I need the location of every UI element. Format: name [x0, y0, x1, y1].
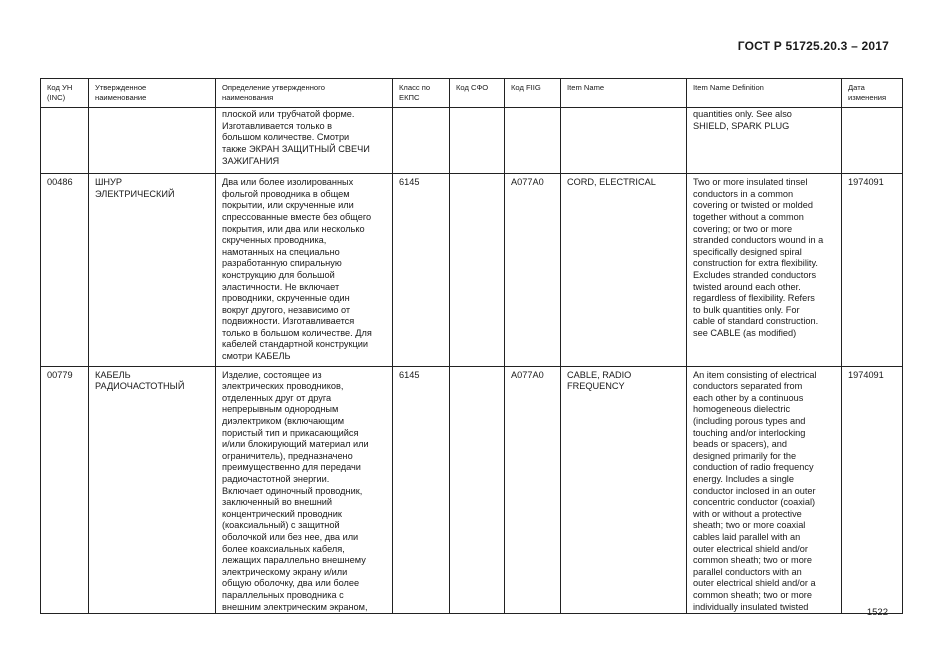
cell-name-ru: КАБЕЛЬ РАДИОЧАСТОТНЫЙ	[89, 366, 216, 613]
cell-sfo	[450, 174, 505, 367]
col-header-date: Дата изменения	[842, 79, 903, 108]
cell-date	[842, 108, 903, 174]
col-header-item-name: Item Name	[561, 79, 687, 108]
cell-ekps	[393, 108, 450, 174]
cell-definition-en: Two or more insulated tinsel conductors in a common covering or twisted or molded together without a common covering; or two or more stranded conductors wound in a specifically designed spiral construction for extra flexibility. Excludes stranded conductors twisted around each other. regardless of flexibility. Refers to bulk quantities only. For cable of standard construction. see CABLE (as modified)	[687, 174, 842, 367]
col-header-fiig: Код FIIG	[505, 79, 561, 108]
table-row	[41, 366, 903, 613]
cell-inc: 00486	[41, 174, 89, 367]
cell-name-ru	[89, 108, 216, 174]
cell-inc: 00779	[41, 366, 89, 613]
table-header-row	[41, 79, 903, 108]
spec-table	[40, 78, 903, 614]
cell-item-name: CABLE, RADIO FREQUENCY	[561, 366, 687, 613]
cell-ekps: 6145	[393, 366, 450, 613]
page-number: 1522	[866, 607, 888, 618]
col-header-item-name-definition: Item Name Definition	[687, 79, 842, 108]
cell-definition-ru: Изделие, состоящее из электрических проводников, отделенных друг от друга непрерывным однородным диэлектриком (включающим пористый тип и прикасающийся и/или блокирующий материал или ограничитель), предназначено преимущественно для передачи радиочастотной энергии. Включает одиночный проводник, заключенный во внешний концентрический проводник (коаксиальный) с защитной оболочкой или без нее, два или более коаксиальных кабеля, лежащих параллельно внешнему электрическому экрану и/или общую оболочку, два или более параллельных проводника с внешним электрическим экраном,	[216, 366, 393, 613]
cell-item-name	[561, 108, 687, 174]
cell-definition-ru: Два или более изолированных фольгой проводника в общем покрытии, или скрученные или спрессованные вместе без общего покрытия, или два или несколько скрученных проводника, намотанных на специально разработанную спиральную конструкцию для большой эластичности. Не включает проводники, скрученные один вокруг другого, независимо от подвижности. Изготавливается только в большом количестве. Для кабелей стандартной конструкции смотри КАБЕЛЬ	[216, 174, 393, 367]
cell-definition-en: An item consisting of electrical conductors separated from each other by a continuous homogeneous dielectric (including porous types and touching and/or interlocking beads or spacers), and designed primarily for the conduction of radio frequency energy. Includes a single conductor inclosed in an outer concentric conductor (coaxial) with or without a protective sheath; two or more coaxial cables laid parallel with an outer electrical shield and/or common sheath; two or more parallel conductors with an outer electrical shield and/or a common sheath; two or more individually insulated twisted	[687, 366, 842, 613]
col-header-ekps: Класс по ЕКПС	[393, 79, 450, 108]
cell-date: 1974091	[842, 174, 903, 367]
cell-definition-ru: плоской или трубчатой форме. Изготавливается только в большом количестве. Смотри также ЭКРАН ЗАЩИТНЫЙ СВЕЧИ ЗАЖИГАНИЯ	[216, 108, 393, 174]
standard-id: ГОСТ Р 51725.20.3 – 2017	[737, 39, 889, 53]
cell-fiig: A077A0	[505, 174, 561, 367]
cell-fiig	[505, 108, 561, 174]
cell-inc	[41, 108, 89, 174]
col-header-inc: Код УН (INC)	[41, 79, 89, 108]
cell-name-ru: ШНУР ЭЛЕКТРИЧЕСКИЙ	[89, 174, 216, 367]
col-header-name-ru: Утвержденное наименование	[89, 79, 216, 108]
cell-definition-en: quantities only. See also SHIELD, SPARK PLUG	[687, 108, 842, 174]
cell-date: 1974091	[842, 366, 903, 613]
cell-ekps: 6145	[393, 174, 450, 367]
cell-sfo	[450, 366, 505, 613]
cell-fiig: A077A0	[505, 366, 561, 613]
cell-sfo	[450, 108, 505, 174]
col-header-definition-ru: Определение утвержденного наименования	[216, 79, 393, 108]
cell-item-name: CORD, ELECTRICAL	[561, 174, 687, 367]
table-row	[41, 174, 903, 367]
table-row	[41, 108, 903, 174]
col-header-sfo: Код СФО	[450, 79, 505, 108]
